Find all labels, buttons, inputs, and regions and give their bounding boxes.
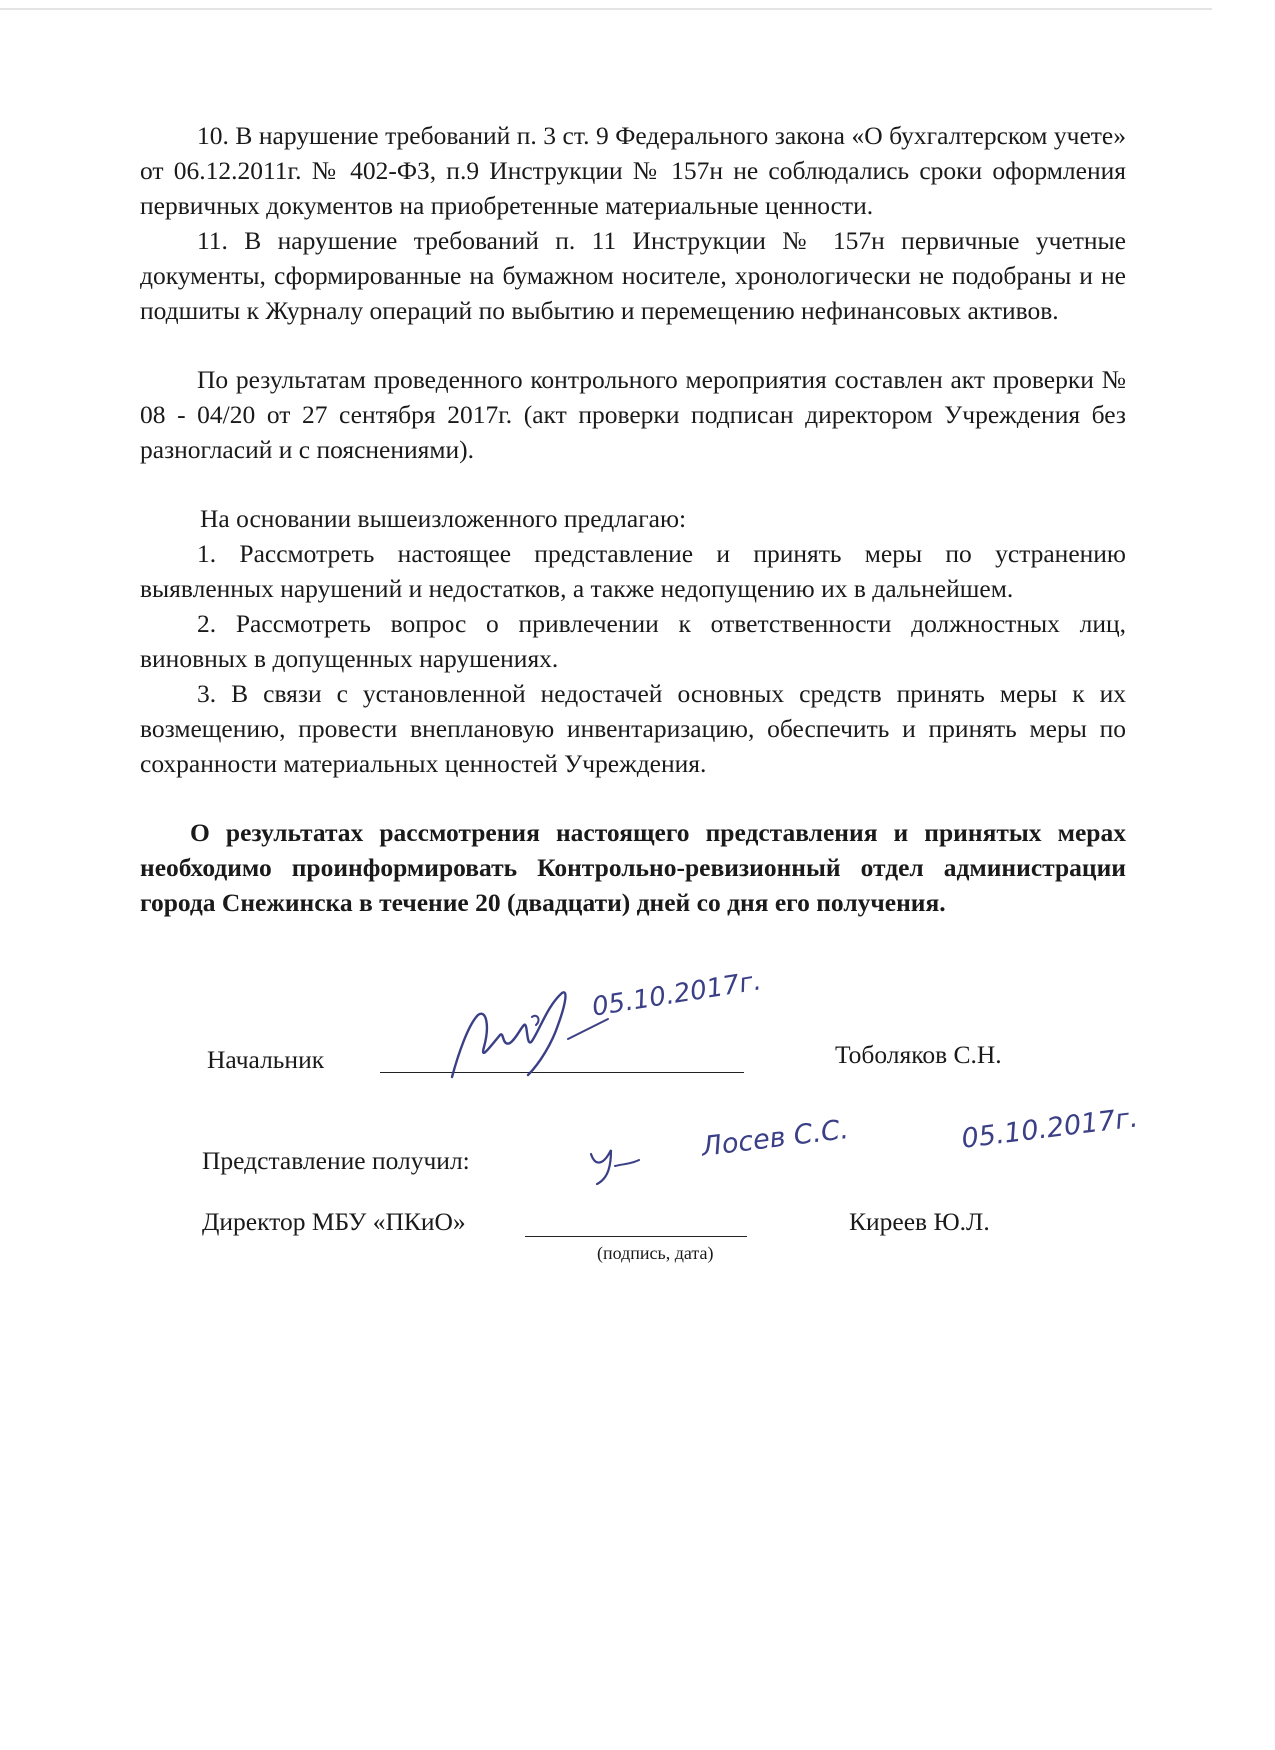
spacer	[140, 781, 1126, 815]
director-title: Директор МБУ «ПКиО»	[202, 1207, 466, 1236]
proposal-item-2: 2. Рассмотреть вопрос о привлечении к ответственности должностных лиц, виновных в допущенных нарушениях.	[140, 609, 1126, 673]
director-name: Киреев Ю.Л.	[849, 1207, 990, 1236]
notice-paragraph: О результатах рассмотрения настоящего представления и принятых мерах необходимо проинформировать Контрольно-ревизионный отдел администрации города Снежинска в течение 20 (двадцати) дней со дня его получения.	[140, 818, 1126, 917]
chief-handwritten-date: 05.10.2017г.	[590, 966, 764, 1023]
signature-caption: (подпись, дата)	[597, 1243, 714, 1263]
scan-top-edge	[0, 8, 1212, 10]
result-paragraph: По результатам проведенного контрольного мероприятия составлен акт проверки № 08 - 04/20 от 27 сентября 2017г. (акт проверки подписан директором Учреждения без разногласий и с пояснениями).	[140, 365, 1126, 464]
received-handwritten-name: Лосев С.С.	[699, 1114, 851, 1163]
paragraph-10: 10. В нарушение требований п. 3 ст. 9 Федерального закона «О бухгалтерском учете» от 06.12.2011г. № 402-ФЗ, п.9 Инструкции № 157н не соблюдались сроки оформления первичных документов на приобретенные материальные ценности.	[140, 121, 1126, 220]
proposal-item-1: 1. Рассмотреть настоящее представление и принять меры по устранению выявленных нарушений и недостатков, а также недопущению их в дальнейшем.	[140, 539, 1126, 603]
document-body	[140, 118, 1126, 920]
director-signature-line	[525, 1236, 747, 1237]
proposal-lead: На основании вышеизложенного предлагаю:	[200, 504, 687, 533]
received-handwritten-date: 05.10.2017г.	[959, 1102, 1140, 1155]
received-label: Представление получил:	[202, 1146, 470, 1175]
chief-title: Начальник	[207, 1045, 325, 1074]
spacer	[140, 467, 1126, 501]
paragraph-11: 11. В нарушение требований п. 11 Инструкции № 157н первичные учетные документы, сформированные на бумажном носителе, хронологически не подобраны и не подшиты к Журналу операций по выбытию и перемещению нефинансовых активов.	[140, 226, 1126, 325]
received-initial-mark	[585, 1140, 645, 1190]
spacer	[140, 328, 1126, 362]
proposal-item-3: 3. В связи с установленной недостачей основных средств принять меры к их возмещению, провести внеплановую инвентаризацию, обеспечить и принять меры по сохранности материальных ценностей Учреждения.	[140, 679, 1126, 778]
chief-name: Тоболяков С.Н.	[835, 1040, 1002, 1069]
